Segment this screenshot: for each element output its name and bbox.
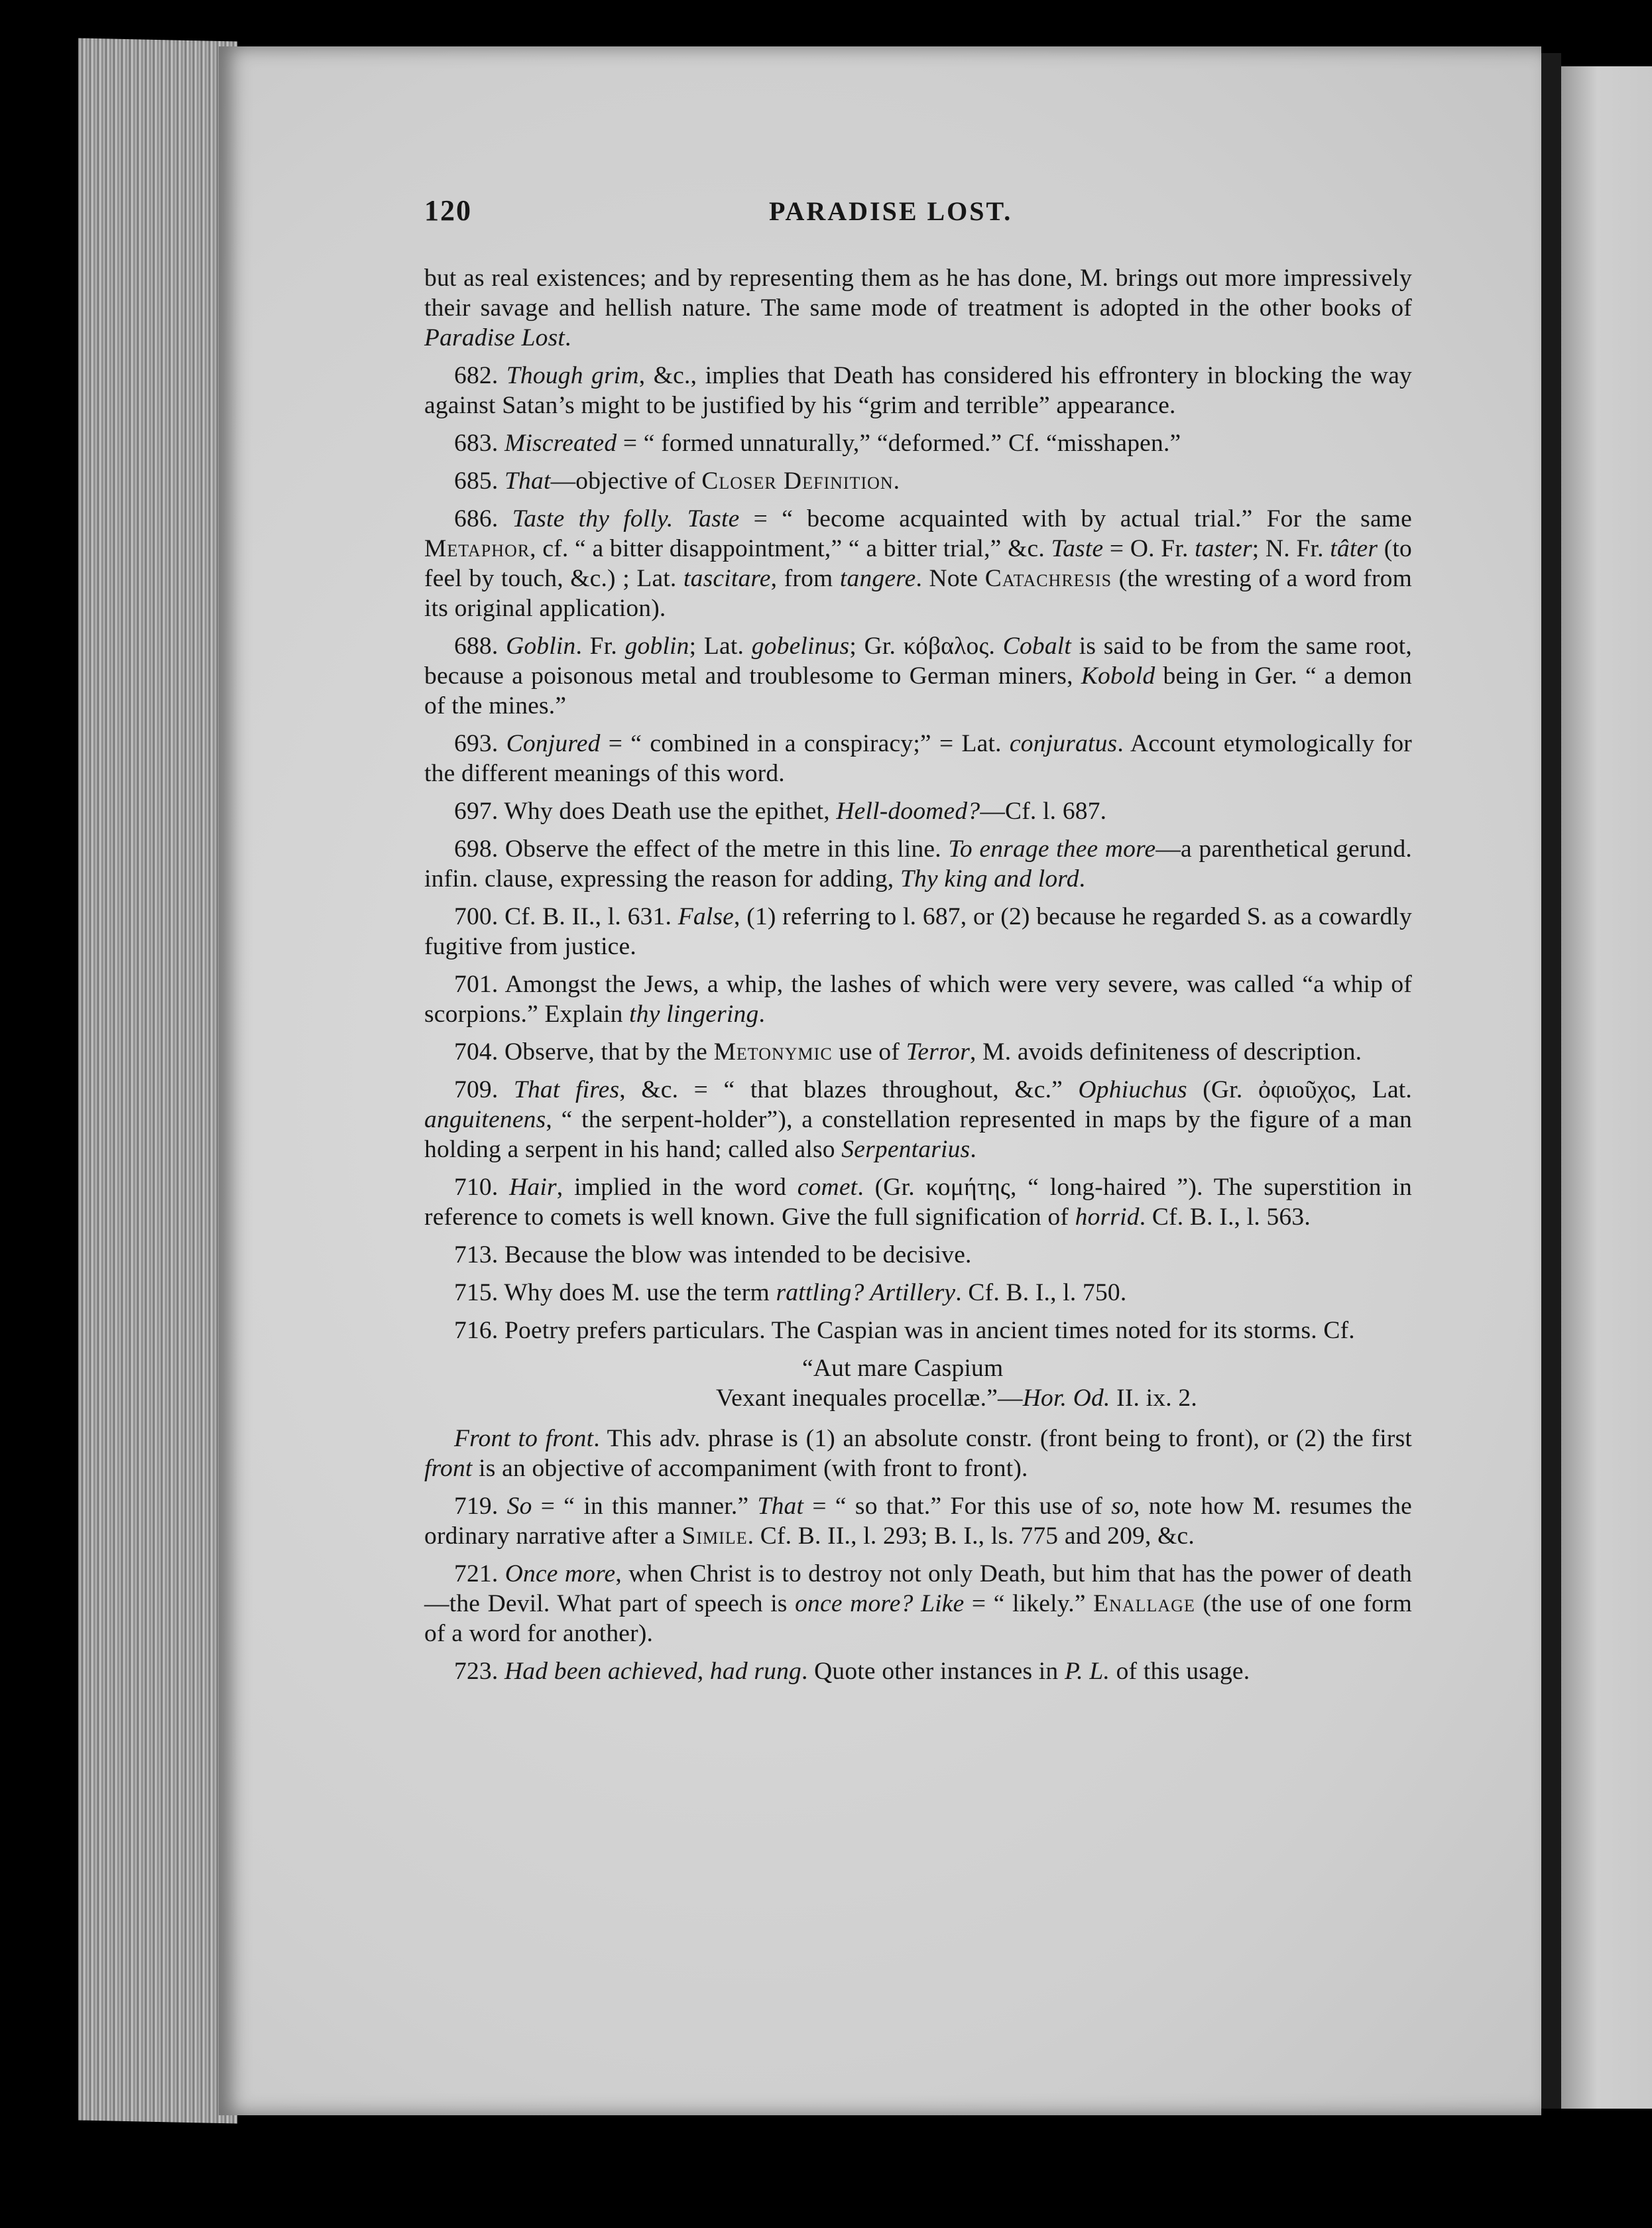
note-text-run: . Account etymologically for the different meanings of this word. xyxy=(424,730,1412,787)
note-text-run: Conjured xyxy=(506,730,601,757)
note-text-run: Enallage xyxy=(1093,1590,1195,1617)
note-paragraph xyxy=(424,428,1412,458)
note-text-run: 683. xyxy=(454,430,504,457)
note-text-run: ; N. Fr. xyxy=(1252,535,1330,562)
note-paragraph xyxy=(424,1278,1412,1308)
note-text-run: , &c. = “ that blazes throughout, &c.” xyxy=(619,1076,1079,1103)
note-text-run: (Gr. ὀφιοῦχος, Lat. xyxy=(1187,1076,1412,1103)
note-text-run: Closer Definition xyxy=(701,467,894,495)
note-paragraph xyxy=(424,969,1412,1029)
note-text-run: —Cf. l. 687. xyxy=(980,798,1107,825)
note-text-run: 698. Observe the effect of the metre in this line. xyxy=(454,836,949,863)
note-text-run: . (Gr. κομήτης, “ long-haired ”). The superstition in reference to comets is well known. Give the full signification of xyxy=(424,1174,1412,1231)
note-text-run: use of xyxy=(832,1038,906,1066)
verse-line: “Aut mare Caspium xyxy=(802,1355,1004,1382)
note-text-run: Thy king and lord xyxy=(900,865,1079,893)
book-gutter xyxy=(1541,53,1561,2109)
note-text-run: 721. xyxy=(454,1560,505,1587)
note-text-run: 713. Because the blow was intended to be decisive. xyxy=(454,1241,972,1269)
note-text-run: Once more xyxy=(504,1560,616,1587)
note-text-run: Had been achieved, had rung xyxy=(504,1658,801,1685)
note-text-run: That xyxy=(757,1493,804,1520)
note-text-run: 682. xyxy=(454,362,506,389)
note-text-run: ; Lat. xyxy=(689,633,752,660)
note-text-run: Hair xyxy=(509,1174,557,1201)
note-text-run: = “ in this manner.” xyxy=(532,1493,758,1520)
note-text-run: tascitare xyxy=(683,565,771,592)
note-text-run: = O. Fr. xyxy=(1103,535,1195,562)
note-text-run: , (1) referring to l. 687, or (2) because he regarded S. as a cowardly fugitive from justice. xyxy=(424,903,1412,960)
page-number: 120 xyxy=(424,194,472,227)
note-text-run: anguitenens xyxy=(424,1106,546,1133)
verse-line: Vexant inequales procellæ.”—Hor. Od. II. ix. 2. xyxy=(716,1385,1197,1412)
note-paragraph xyxy=(424,504,1412,623)
note-text-run: , from xyxy=(770,565,840,592)
running-head xyxy=(424,196,1412,235)
note-text-run: , when Christ is to destroy not only Death, but him that has the power of death—the Devil. What part of speech is xyxy=(424,1560,1413,1617)
note-text-run: but as real existences; and by representing them as he has done, M. brings out more impressively their savage and hellish nature. The same mode of treatment is adopted in the other books of xyxy=(424,265,1412,322)
note-text-run: goblin xyxy=(624,633,689,660)
note-paragraph xyxy=(424,1316,1412,1345)
note-paragraph xyxy=(424,1172,1412,1232)
note-text-run: gobelinus xyxy=(751,633,850,660)
note-text-run: That fires xyxy=(513,1076,620,1103)
notes-list xyxy=(424,263,1412,1345)
note-text-run: Paradise Lost xyxy=(424,324,565,351)
note-text-run: . Cf. B. I., l. 750. xyxy=(955,1279,1127,1306)
note-text-run: Simile xyxy=(681,1522,748,1550)
note-text-run: Metaphor xyxy=(424,535,530,562)
note-text-run: P. L. xyxy=(1064,1658,1110,1685)
page-title: PARADISE LOST. xyxy=(769,196,1013,226)
notes-list-continued xyxy=(424,1424,1412,1686)
note-text-run: . Cf. B. II., l. 293; B. I., ls. 775 and 209, &c. xyxy=(747,1522,1195,1550)
note-text-run: . xyxy=(970,1136,976,1163)
note-text-run: (to feel by touch, &c.) ; Lat. xyxy=(424,535,1412,592)
note-text-run: conjuratus xyxy=(1009,730,1118,757)
note-text-run: 697. Why does Death use the epithet, xyxy=(454,798,837,825)
note-text-run: , &c., implies that Death has considered his effrontery in blocking the way against Satan’s might to be justified by his “grim and terrible” appearance. xyxy=(424,362,1412,419)
note-text-run: , cf. “ a bitter disappointment,” “ a bitter trial,” &c. xyxy=(530,535,1051,562)
note-text-run: ; Gr. κόβαλος. xyxy=(849,633,1003,660)
note-text-run: so xyxy=(1111,1493,1134,1520)
note-text-run: = “ formed unnaturally,” “deformed.” Cf. “misshapen.” xyxy=(617,430,1181,457)
note-text-run: is an objective of accompaniment (with front to front). xyxy=(472,1455,1028,1482)
note-text-run: , “ the serpent-holder”), a constellation represented in maps by the figure of a man holding a serpent in his hand; called also xyxy=(424,1106,1412,1163)
note-paragraph xyxy=(424,466,1412,496)
note-text-run: False xyxy=(678,903,735,930)
note-paragraph xyxy=(424,631,1412,721)
note-text-run: Taste xyxy=(1051,535,1104,562)
facing-page-edge xyxy=(1561,66,1652,2109)
note-text-run: Terror xyxy=(906,1038,971,1066)
note-text-run: tangere xyxy=(839,565,916,592)
note-text-run: 686. xyxy=(454,505,512,532)
note-text-run: Ophiuchus xyxy=(1078,1076,1187,1103)
note-text-run: Serpentarius xyxy=(841,1136,971,1163)
note-paragraph xyxy=(424,1656,1412,1686)
note-text-run: taster xyxy=(1195,535,1252,562)
note-text-run: (the use of one form of a word for another). xyxy=(424,1590,1413,1647)
note-text-run: , note how M. resumes the ordinary narrative after a xyxy=(424,1493,1412,1550)
book-page-edges xyxy=(78,38,237,2123)
note-paragraph xyxy=(424,1424,1412,1483)
note-text-run: front xyxy=(424,1455,473,1482)
note-text-run: 710. xyxy=(454,1174,510,1201)
note-text-run: —objective of xyxy=(550,467,702,495)
note-text-run: Miscreated xyxy=(504,430,617,457)
note-text-run: = “ likely.” xyxy=(964,1590,1094,1617)
note-text-run: 701. Amongst the Jews, a whip, the lashes of which were very severe, was called “a whip of scorpions.” Explain xyxy=(424,971,1412,1028)
note-text-run: 709. xyxy=(454,1076,514,1103)
note-text-run: Front to front xyxy=(454,1425,594,1452)
note-text-run: . xyxy=(893,467,900,495)
note-paragraph xyxy=(424,1240,1412,1270)
note-text-run: . This adv. phrase is (1) an absolute constr. (front being to front), or (2) the first xyxy=(593,1425,1412,1452)
note-text-run: 704. Observe, that by the xyxy=(454,1038,714,1066)
note-text-run: comet xyxy=(797,1174,858,1201)
note-text-run: Cobalt xyxy=(1002,633,1072,660)
note-text-run: Hell-doomed? xyxy=(836,798,980,825)
note-paragraph xyxy=(424,902,1412,961)
note-text-run: Though grim xyxy=(506,362,639,389)
note-text-run: 719. xyxy=(454,1493,507,1520)
note-text-run: thy lingering xyxy=(629,1001,759,1028)
note-text-run: rattling? Artillery xyxy=(776,1279,956,1306)
note-text-run: 688. xyxy=(454,633,506,660)
note-paragraph xyxy=(424,1491,1412,1551)
note-text-run: , M. avoids definiteness of description. xyxy=(970,1038,1362,1066)
note-paragraph xyxy=(424,263,1412,353)
note-text-run: . Note xyxy=(915,565,985,592)
note-text-run: Metonymic xyxy=(713,1038,833,1066)
note-text-run: . xyxy=(1079,865,1086,893)
note-text-run: 716. Poetry prefers particulars. The Caspian was in ancient times noted for its storms. Cf. xyxy=(454,1317,1355,1344)
note-text-run: 700. Cf. B. II., l. 631. xyxy=(454,903,678,930)
note-text-run: . Cf. B. I., l. 563. xyxy=(1139,1204,1311,1231)
note-text-run: once more? Like xyxy=(795,1590,965,1617)
note-text-run: Kobold xyxy=(1081,662,1155,690)
note-paragraph xyxy=(424,1559,1412,1648)
note-text-run: of this usage. xyxy=(1110,1658,1250,1685)
note-text-run: 693. xyxy=(454,730,506,757)
note-text-run: Taste thy folly. Taste xyxy=(512,505,740,532)
note-text-run: = “ become acquainted with by actual trial.” For the same xyxy=(739,505,1413,532)
note-text-run: , implied in the word xyxy=(556,1174,797,1201)
note-text-run: That xyxy=(504,467,551,495)
note-text-run: = “ combined in a conspiracy;” = Lat. xyxy=(600,730,1010,757)
page-text xyxy=(424,196,1412,1694)
note-paragraph xyxy=(424,1037,1412,1067)
note-text-run: . Fr. xyxy=(575,633,625,660)
note-text-run: Goblin xyxy=(506,633,576,660)
note-text-run: being in Ger. “ a demon of the mines.” xyxy=(424,662,1412,719)
note-text-run: horrid xyxy=(1075,1204,1140,1231)
note-text-run: —a parenthetical gerund. infin. clause, expressing the reason for adding, xyxy=(424,836,1412,893)
note-paragraph xyxy=(424,361,1412,420)
note-text-run: . xyxy=(565,324,571,351)
note-paragraph xyxy=(424,796,1412,826)
note-text-run: . xyxy=(758,1001,766,1028)
verse-quotation xyxy=(424,1353,1412,1413)
note-text-run: . Quote other instances in xyxy=(801,1658,1065,1685)
note-paragraph xyxy=(424,1075,1412,1164)
note-text-run: So xyxy=(506,1493,532,1520)
note-text-run: 723. xyxy=(454,1658,504,1685)
note-text-run: = “ so that.” For this use of xyxy=(803,1493,1112,1520)
note-text-run: Catachresis xyxy=(984,565,1112,592)
note-text-run: (the wresting of a word from its original application). xyxy=(424,565,1413,622)
note-paragraph xyxy=(424,834,1412,894)
note-text-run: 685. xyxy=(454,467,504,495)
note-text-run: 715. Why does M. use the term xyxy=(454,1279,776,1306)
note-text-run: is said to be from the same root, because a poisonous metal and troublesome to German miners, xyxy=(424,633,1412,690)
note-paragraph xyxy=(424,729,1412,788)
note-text-run: tâter xyxy=(1330,535,1378,562)
note-text-run: To enrage thee more xyxy=(948,836,1156,863)
